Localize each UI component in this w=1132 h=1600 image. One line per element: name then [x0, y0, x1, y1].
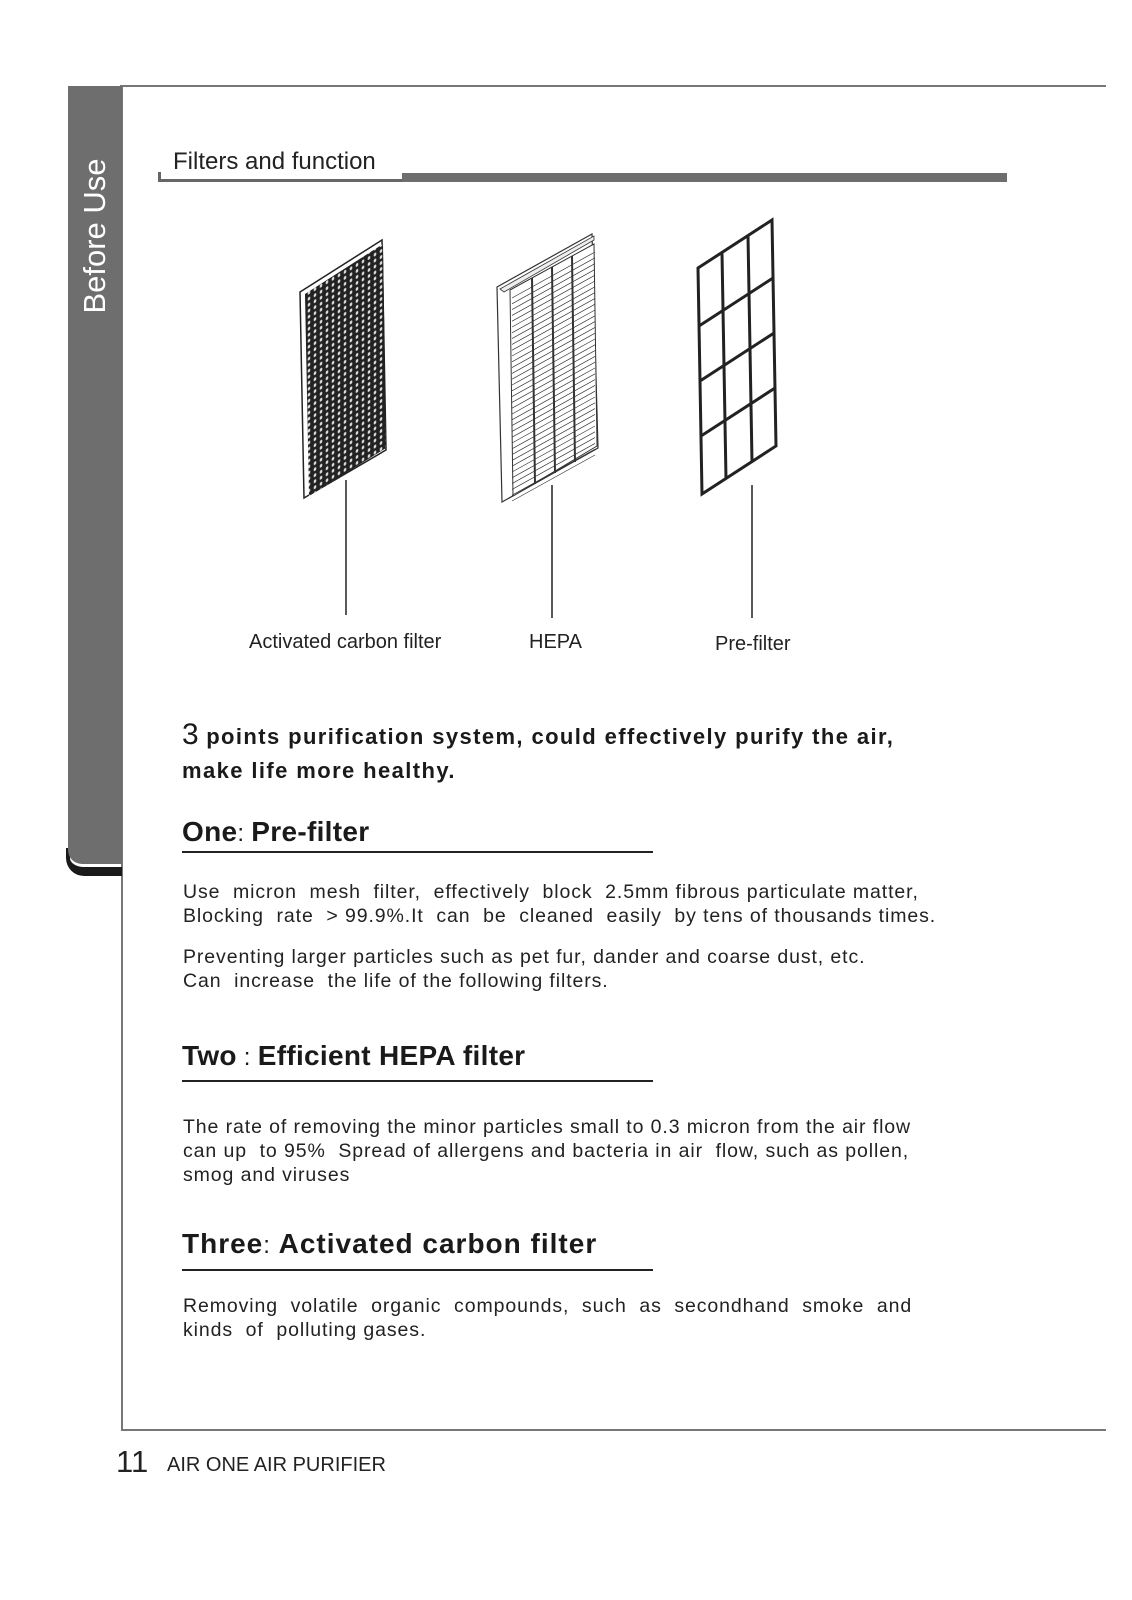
heading-one-underline: [182, 851, 653, 853]
paragraph: Preventing larger particles such as pet fur, dander and coarse dust, etc. Can increase the life of the following filters.: [183, 946, 866, 992]
heading-ordinal: Three: [182, 1228, 264, 1259]
heading-name: Efficient HEPA filter: [257, 1040, 526, 1071]
intro-number: 3: [182, 718, 199, 751]
sidebar-title: Before Use: [77, 158, 112, 314]
intro-line-2: make life more healthy.: [182, 758, 456, 783]
hepa-filter-drawing: [497, 234, 598, 502]
paragraph: Removing volatile organic compounds, such as secondhand smoke and kinds of polluting gases.: [183, 1295, 913, 1341]
filters-illustration: [0, 0, 1132, 640]
heading-ordinal: One: [182, 816, 238, 847]
section-title: Filters and function: [173, 148, 376, 175]
heading-two-underline: [182, 1080, 653, 1082]
label-pre-filter: Pre-filter: [715, 633, 791, 655]
intro-text: [182, 718, 894, 788]
activated-carbon-filter-drawing: [300, 240, 386, 498]
heading-one: One: Pre-filter: [182, 816, 370, 847]
footer-product-name: AIR ONE AIR PURIFIER: [167, 1454, 386, 1476]
label-hepa: HEPA: [529, 631, 582, 653]
page-number: 11: [116, 1444, 149, 1479]
paragraph: The rate of removing the minor particles small to 0.3 micron from the air flow can up to 95% Spread of allergens and bacteria in air flow, such as pollen, smog and viruses: [183, 1116, 912, 1186]
pre-filter-drawing: [698, 220, 776, 494]
heading-three-underline: [182, 1269, 653, 1271]
heading-ordinal: Two: [182, 1040, 237, 1071]
heading-name: Pre-filter: [251, 816, 370, 847]
heading-three: Three: Activated carbon filter: [182, 1228, 598, 1259]
label-activated-carbon-filter: Activated carbon filter: [249, 631, 442, 653]
heading-two: Two : Efficient HEPA filter: [182, 1040, 526, 1071]
bottom-rule: [121, 1429, 1106, 1431]
paragraph: Use micron mesh filter, effectively block 2.5mm fibrous particulate matter, Blocking rate > 99.9%.It can be cleaned easily by tens of thousands times.: [183, 881, 937, 927]
heading-name: Activated carbon filter: [278, 1228, 598, 1259]
intro-line-1: points purification system, could effectively purify the air,: [206, 724, 895, 749]
